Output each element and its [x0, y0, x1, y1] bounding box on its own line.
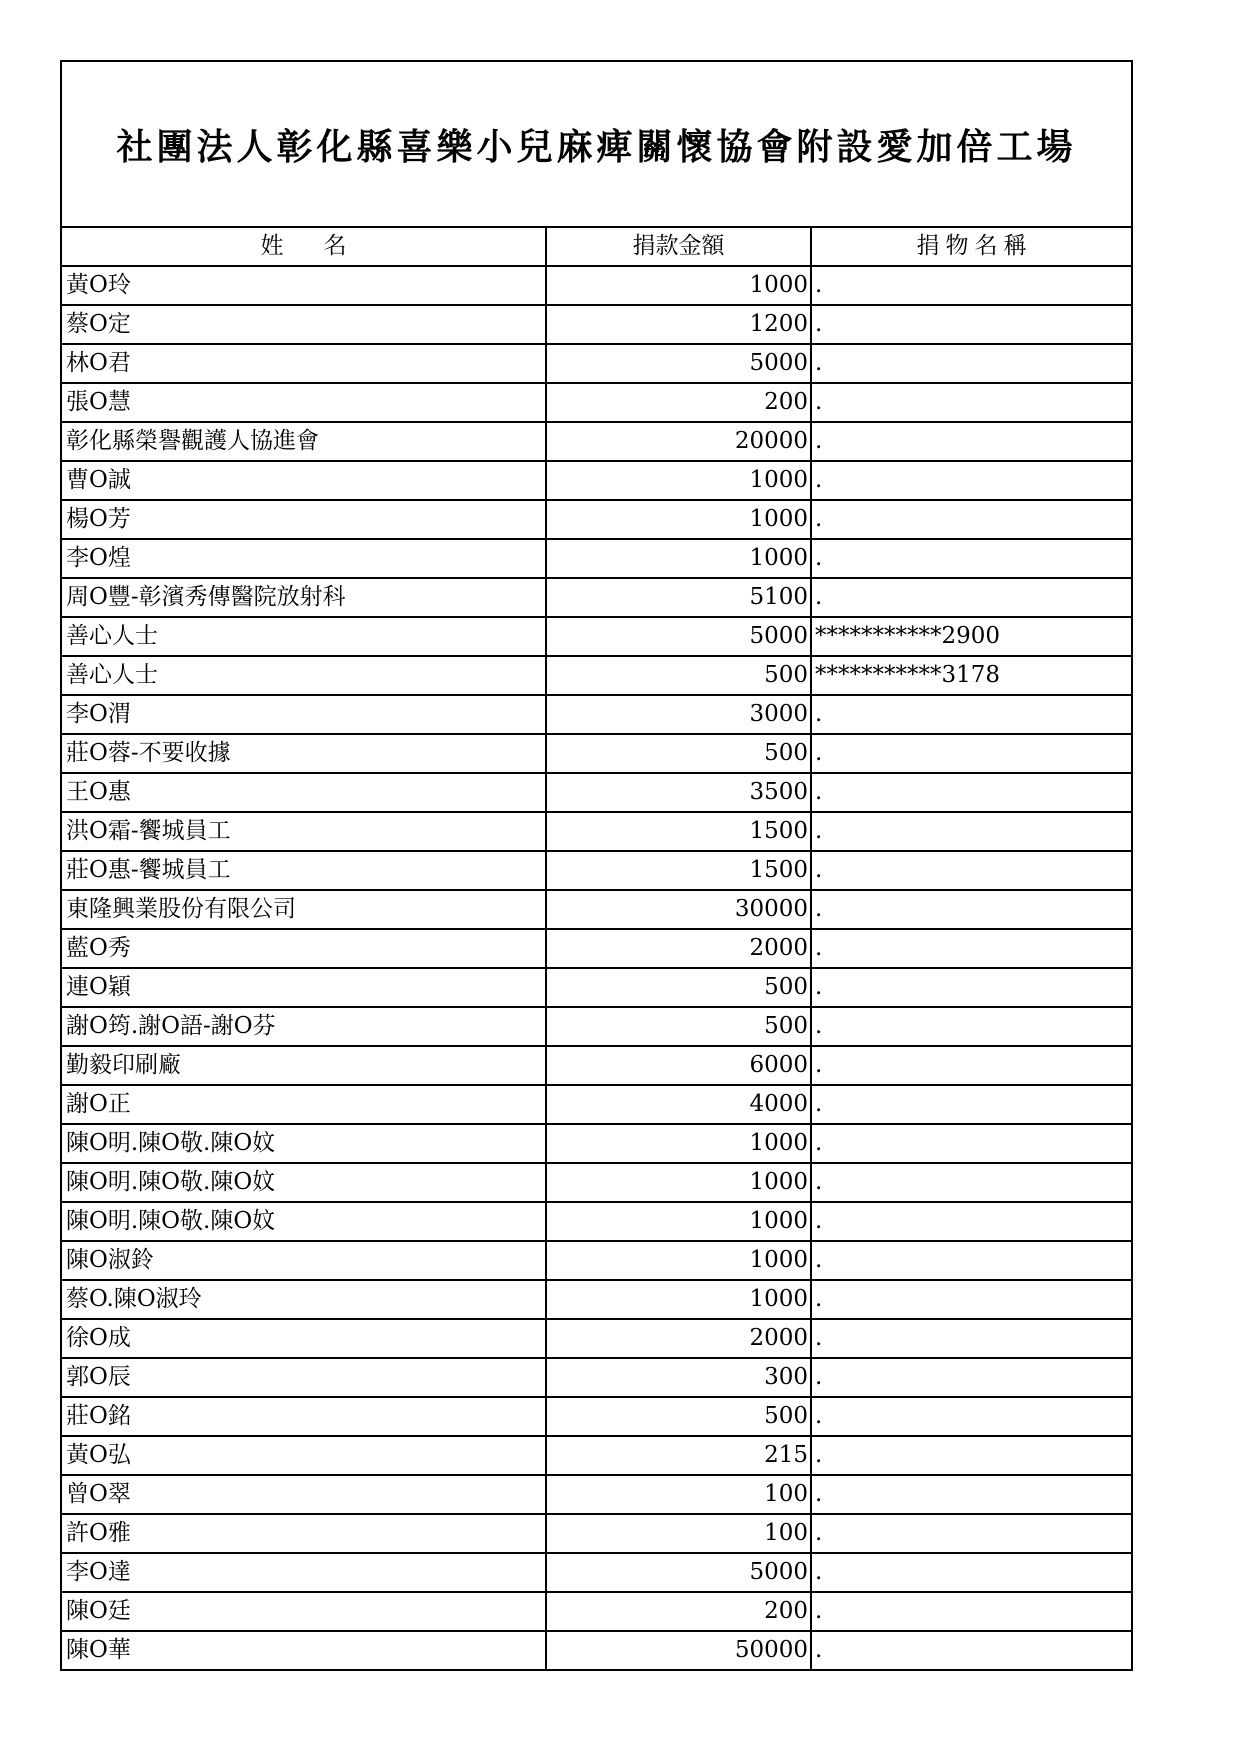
donation-amount-cell: 1000 [546, 1241, 811, 1280]
donor-name-cell: 李O渭 [62, 695, 546, 734]
table-row [62, 422, 1131, 461]
donated-item-cell: . [811, 773, 1131, 812]
table-row [62, 695, 1131, 734]
donated-item-cell: . [811, 1124, 1131, 1163]
donation-amount-cell: 300 [546, 1358, 811, 1397]
donor-name-cell: 李O達 [62, 1553, 546, 1592]
table-row [62, 1358, 1131, 1397]
donation-amount-cell: 4000 [546, 1085, 811, 1124]
donated-item-cell: ***********3178 [811, 656, 1131, 695]
donation-amount-cell: 1000 [546, 461, 811, 500]
donation-amount-cell: 500 [546, 968, 811, 1007]
donor-name-cell: 善心人士 [62, 617, 546, 656]
donated-item-cell: . [811, 578, 1131, 617]
table-row [62, 968, 1131, 1007]
table-row [62, 773, 1131, 812]
donor-name-cell: 勤毅印刷廠 [62, 1046, 546, 1085]
donor-name-cell: 彰化縣榮譽觀護人協進會 [62, 422, 546, 461]
donated-item-cell: . [811, 1514, 1131, 1553]
donor-name-cell: 陳O明.陳O敬.陳O妏 [62, 1163, 546, 1202]
table-header-row [62, 228, 1131, 266]
table-row [62, 1085, 1131, 1124]
table-row [62, 344, 1131, 383]
donor-name-cell: 徐O成 [62, 1319, 546, 1358]
donation-amount-cell: 200 [546, 1592, 811, 1631]
donor-name-cell: 藍O秀 [62, 929, 546, 968]
donated-item-cell: . [811, 890, 1131, 929]
table-row [62, 305, 1131, 344]
donated-item-cell: ***********2900 [811, 617, 1131, 656]
table-row [62, 1007, 1131, 1046]
donor-name-cell: 陳O明.陳O敬.陳O妏 [62, 1202, 546, 1241]
donated-item-cell: . [811, 1436, 1131, 1475]
donated-item-cell: . [811, 1280, 1131, 1319]
donation-amount-cell: 1500 [546, 812, 811, 851]
table-row [62, 1280, 1131, 1319]
donor-name-cell: 東隆興業股份有限公司 [62, 890, 546, 929]
page-title: 社團法人彰化縣喜樂小兒麻痺關懷協會附設愛加倍工場 [116, 126, 1077, 168]
donor-name-cell: 許O雅 [62, 1514, 546, 1553]
donated-item-cell: . [811, 1007, 1131, 1046]
donation-amount-cell: 100 [546, 1475, 811, 1514]
donor-name-cell: 莊O惠-饗城員工 [62, 851, 546, 890]
donation-amount-cell: 500 [546, 1397, 811, 1436]
table-row [62, 1163, 1131, 1202]
donor-name-cell: 黃O玲 [62, 266, 546, 305]
table-row [62, 851, 1131, 890]
donor-name-cell: 陳O廷 [62, 1592, 546, 1631]
donor-name-cell: 莊O銘 [62, 1397, 546, 1436]
donated-item-cell: . [811, 1085, 1131, 1124]
donor-name-cell: 張O慧 [62, 383, 546, 422]
table-row [62, 578, 1131, 617]
donated-item-cell: . [811, 383, 1131, 422]
header-name: 姓名 [62, 228, 546, 266]
donation-amount-cell: 500 [546, 734, 811, 773]
donated-item-cell: . [811, 1241, 1131, 1280]
donor-name-cell: 李O煌 [62, 539, 546, 578]
donated-item-cell: . [811, 812, 1131, 851]
donation-amount-cell: 1000 [546, 1280, 811, 1319]
donated-item-cell: . [811, 461, 1131, 500]
donation-amount-cell: 5100 [546, 578, 811, 617]
donation-amount-cell: 1000 [546, 1202, 811, 1241]
table-row [62, 461, 1131, 500]
donor-name-cell: 楊O芳 [62, 500, 546, 539]
title-box [62, 62, 1131, 228]
donated-item-cell: . [815, 1637, 823, 1663]
donated-item-cell: . [811, 1358, 1131, 1397]
donation-amount-cell: 1000 [546, 1124, 811, 1163]
donated-item-cell: . [811, 1163, 1131, 1202]
donation-amount-cell: 3500 [546, 773, 811, 812]
table-row [62, 383, 1131, 422]
table-row [62, 1241, 1131, 1280]
donation-amount-cell: 1000 [546, 500, 811, 539]
table-row [62, 1553, 1131, 1592]
donor-name-cell: 曾O翠 [62, 1475, 546, 1514]
table-row [62, 1397, 1131, 1436]
header-item: 捐物名稱 [811, 228, 1131, 266]
donor-name-cell: 洪O霜-饗城員工 [62, 812, 546, 851]
header-amount: 捐款金額 [546, 228, 811, 266]
donation-amount-cell: 5000 [546, 617, 811, 656]
table-row [62, 812, 1131, 851]
table-row [62, 539, 1131, 578]
donated-item-cell: . [811, 1046, 1131, 1085]
table-row [62, 1202, 1131, 1241]
donated-item-cell: . [811, 1202, 1131, 1241]
donated-item-cell: . [811, 1475, 1131, 1514]
donation-amount-cell: 6000 [546, 1046, 811, 1085]
donated-item-cell: . [811, 929, 1131, 968]
donor-name-cell: 蔡O.陳O淑玲 [62, 1280, 546, 1319]
table-row [62, 617, 1131, 656]
donation-amount-cell: 1000 [546, 266, 811, 305]
donor-name-cell: 周O豐-彰濱秀傳醫院放射科 [62, 578, 546, 617]
table-row [62, 1475, 1131, 1514]
donor-name-cell: 陳O明.陳O敬.陳O妏 [62, 1124, 546, 1163]
table-row [62, 266, 1131, 305]
donation-amount-cell: 50000 [546, 1631, 811, 1669]
donation-amount-cell: 200 [546, 383, 811, 422]
table-row [62, 1046, 1131, 1085]
donation-table [62, 228, 1131, 1669]
table-row [62, 1514, 1131, 1553]
donated-item-cell: . [811, 500, 1131, 539]
donor-name-cell: 陳O淑鈴 [62, 1241, 546, 1280]
donated-item-cell: . [811, 539, 1131, 578]
donation-amount-cell: 500 [546, 656, 811, 695]
donor-name-cell: 謝O筠.謝O語-謝O芬 [62, 1007, 546, 1046]
donated-item-cell: . [811, 344, 1131, 383]
donation-amount-cell: 20000 [546, 422, 811, 461]
donation-amount-cell: 500 [546, 1007, 811, 1046]
donated-item-cell: . [811, 1553, 1131, 1592]
table-body [62, 266, 1131, 1669]
donor-name-cell: 善心人士 [62, 656, 546, 695]
donated-item-cell: . [811, 734, 1131, 773]
donation-amount-cell: 30000 [546, 890, 811, 929]
donated-item-cell: . [811, 851, 1131, 890]
donation-amount-cell: 215 [546, 1436, 811, 1475]
donated-item-cell: . [811, 266, 1131, 305]
donated-item-cell: . [811, 1319, 1131, 1358]
donation-amount-cell: 2000 [546, 929, 811, 968]
donation-amount-cell: 3000 [546, 695, 811, 734]
donor-name-cell: 黃O弘 [62, 1436, 546, 1475]
table-row [62, 1124, 1131, 1163]
donated-item-cell: . [811, 1397, 1131, 1436]
table-row [62, 1631, 1131, 1669]
donated-item-cell: . [811, 422, 1131, 461]
donation-amount-cell: 5000 [546, 344, 811, 383]
donor-name-cell: 蔡O定 [62, 305, 546, 344]
donor-name-cell: 曹O誠 [62, 461, 546, 500]
donated-item-cell: . [811, 968, 1131, 1007]
donated-item-cell: . [811, 1592, 1131, 1631]
table-row [62, 929, 1131, 968]
table-row [62, 656, 1131, 695]
donor-name-cell: 陳O華 [62, 1631, 546, 1669]
donation-amount-cell: 1000 [546, 539, 811, 578]
donated-item-cell: . [811, 695, 1131, 734]
table-row [62, 1436, 1131, 1475]
donation-amount-cell: 1500 [546, 851, 811, 890]
donation-amount-cell: 100 [546, 1514, 811, 1553]
donation-amount-cell: 5000 [546, 1553, 811, 1592]
table-row [62, 500, 1131, 539]
donated-item-cell: . [811, 305, 1131, 344]
donor-name-cell: 林O君 [62, 344, 546, 383]
donation-amount-cell: 2000 [546, 1319, 811, 1358]
donation-amount-cell: 1000 [546, 1163, 811, 1202]
donor-name-cell: 莊O蓉-不要收據 [62, 734, 546, 773]
donation-amount-cell: 1200 [546, 305, 811, 344]
donor-name-cell: 連O穎 [62, 968, 546, 1007]
table-row [62, 1319, 1131, 1358]
donor-name-cell: 王O惠 [62, 773, 546, 812]
table-row [62, 890, 1131, 929]
donor-name-cell: 郭O辰 [62, 1358, 546, 1397]
table-row [62, 1592, 1131, 1631]
table-row [62, 734, 1131, 773]
donation-sheet [60, 60, 1133, 1671]
donor-name-cell: 謝O正 [62, 1085, 546, 1124]
